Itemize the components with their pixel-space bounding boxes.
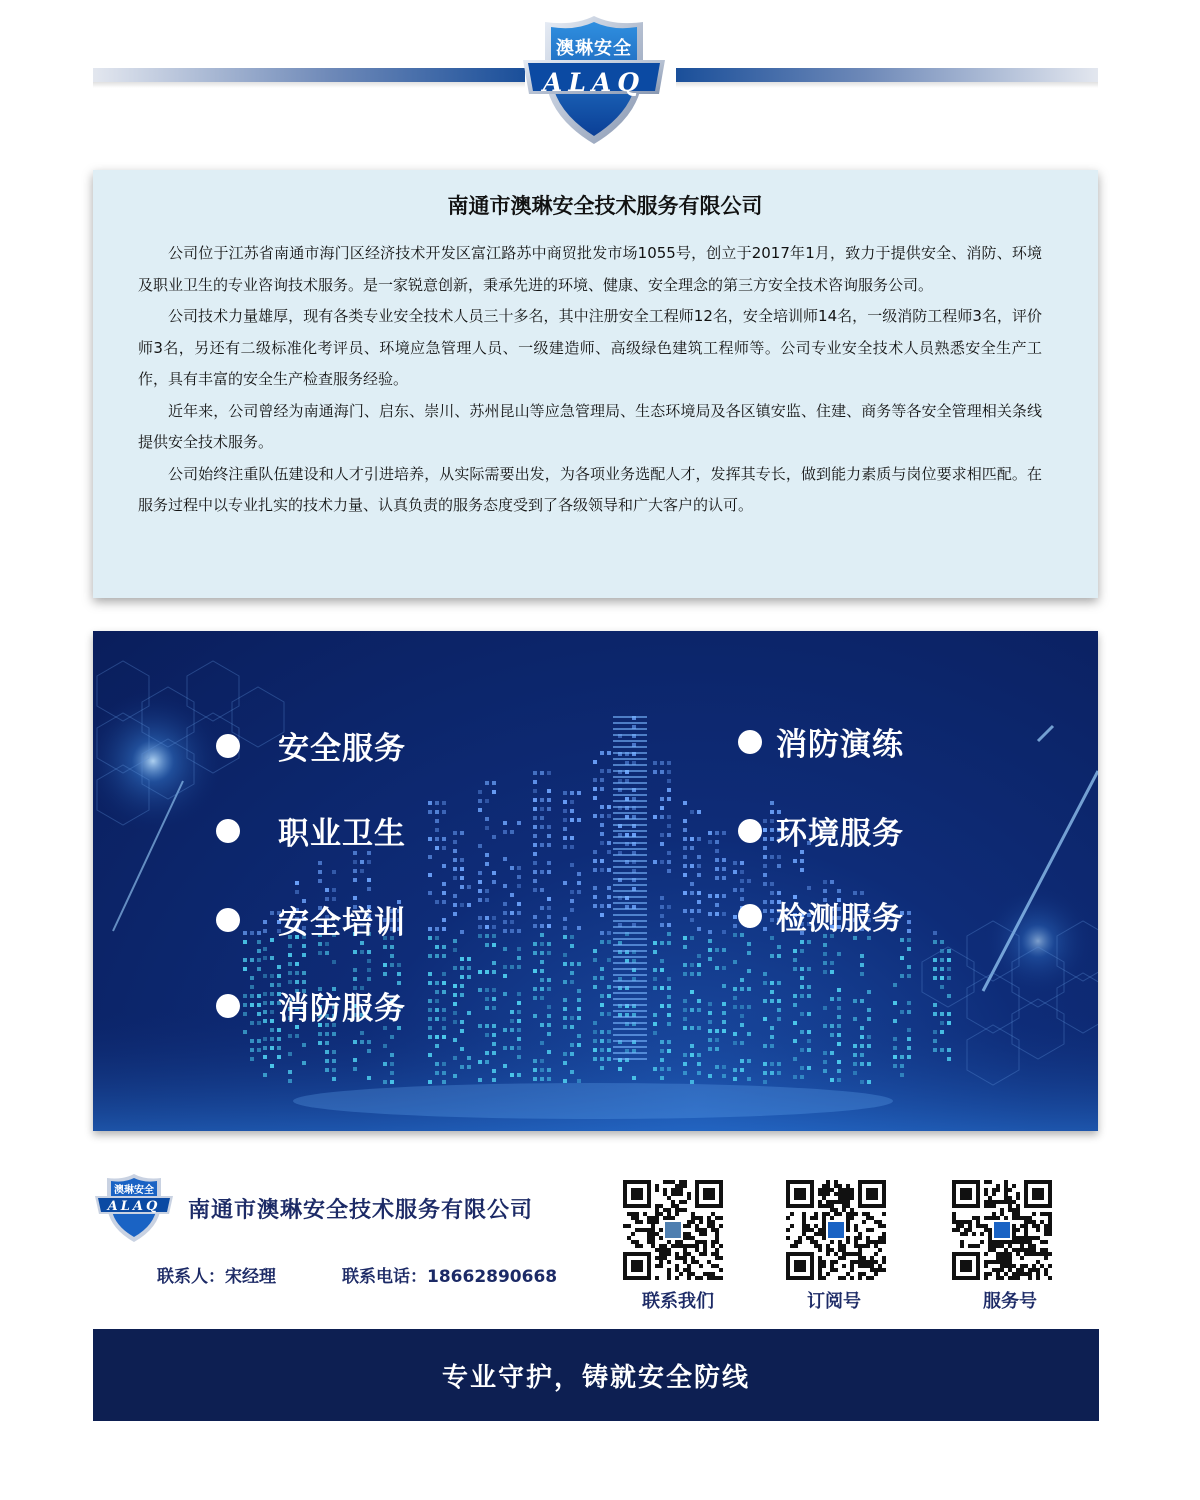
bullet-dot-icon (738, 730, 762, 754)
intro-paragraph: 公司技术力量雄厚，现有各类专业安全技术人员三十多名，其中注册安全工程师12名，安全培训师14名，一级消防工程师3名，评价师3名，另还有二级标准化考评员、环境应急管理人员、一级建造师、高级绿色建筑工程师等。公司专业安全技术人员熟悉安全生产工作，具有丰富的安全生产检查服务经验。 (138, 307, 1042, 388)
service-item (738, 719, 904, 764)
logo-shield (519, 12, 669, 148)
service-item (216, 983, 406, 1028)
service-label: 安全服务 (278, 731, 406, 767)
service-item (738, 808, 904, 853)
service-label: 安全培训 (278, 905, 406, 941)
services-banner (93, 631, 1098, 1131)
contact-phone: 联系电话：18662890668 (342, 1267, 558, 1287)
company-intro-card (93, 170, 1098, 598)
service-item (216, 897, 406, 942)
bullet-dot-icon (738, 904, 762, 928)
service-item (738, 893, 904, 938)
bullet-dot-icon (738, 819, 762, 843)
qr-code-contact[interactable] (623, 1180, 723, 1280)
logo-text-en: ALAQ (542, 68, 646, 97)
qr-code-icon (952, 1180, 1052, 1280)
bullet-dot-icon (216, 819, 240, 843)
company-name: 南通市澳琳安全技术服务有限公司 (188, 1198, 534, 1223)
qr-code-icon (786, 1180, 886, 1280)
qr-code-service[interactable] (952, 1180, 1052, 1280)
qr-code-subscription[interactable] (786, 1180, 886, 1280)
intro-paragraph: 公司位于江苏省南通市海门区经济技术开发区富江路苏中商贸批发市场1055号，创立于2017年1月，致力于提供安全、消防、环境及职业卫生的专业咨询技术服务。是一家锐意创新，秉承先进的环境、健康、安全理念的第三方安全技术咨询服务公司。 (138, 244, 1042, 294)
service-label: 消防服务 (278, 991, 406, 1027)
footer-slogan: 专业守护，铸就安全防线 (441, 1362, 750, 1393)
header-rule-right (676, 68, 1098, 82)
header-rule-left (93, 68, 525, 82)
footer-banner (93, 1329, 1099, 1421)
city-skyline-graphic (93, 631, 1098, 1131)
contact-person: 联系人：宋经理 (157, 1267, 276, 1287)
footer-logo-text-en: ALAQ (107, 1199, 161, 1214)
qr-label-service: 服务号 (983, 1291, 1037, 1312)
logo-text-cn: 澳琳安全 (556, 38, 632, 59)
header-rule-left-shadow (93, 82, 525, 88)
header-rule-right-shadow (676, 82, 1098, 88)
qr-label-contact: 联系我们 (642, 1291, 714, 1312)
footer-logo (93, 1172, 175, 1244)
bullet-dot-icon (216, 994, 240, 1018)
intro-title: 南通市澳琳安全技术服务有限公司 (447, 194, 763, 218)
service-label: 职业卫生 (278, 816, 406, 852)
intro-paragraph: 公司始终注重队伍建设和人才引进培养，从实际需要出发，为各项业务选配人才，发挥其专长，做到能力素质与岗位要求相匹配。在服务过程中以专业扎实的技术力量、认真负责的服务态度受到了各级领导和广大客户的认可。 (138, 464, 1042, 514)
service-item (216, 808, 406, 853)
service-item (216, 723, 406, 768)
intro-paragraph: 近年来，公司曾经为南通海门、启东、崇川、苏州昆山等应急管理局、生态环境局及各区镇安监、住建、商务等各安全管理相关条线提供安全技术服务。 (138, 401, 1042, 451)
service-label: 环境服务 (776, 816, 904, 852)
qr-label-subscription: 订阅号 (807, 1291, 861, 1312)
service-label: 检测服务 (776, 901, 904, 937)
footer-logo-text-cn: 澳琳安全 (114, 1185, 154, 1196)
service-label: 消防演练 (776, 727, 904, 763)
bullet-dot-icon (216, 734, 240, 758)
qr-code-icon (623, 1180, 723, 1280)
bullet-dot-icon (216, 908, 240, 932)
